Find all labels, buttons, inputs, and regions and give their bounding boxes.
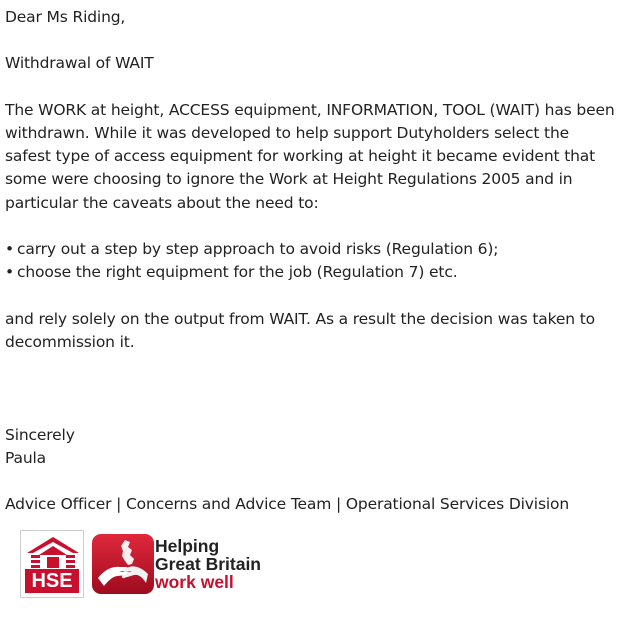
spacer (5, 354, 617, 424)
bullet-item-2 (5, 261, 617, 284)
hse-logo (20, 530, 84, 598)
hse-house-icon (27, 537, 79, 569)
signature-line: Advice Officer | Concerns and Advice Team | Operational Services Division (5, 495, 570, 514)
closing: Sincerely (5, 425, 75, 444)
paragraph-2: and rely solely on the output from WAIT. As a result the decision was taken to decommission it. (5, 309, 595, 351)
bullet-item-2-text: choose the right equipment for the job (Regulation 7) etc. (17, 263, 458, 282)
bullet-item-1-text: carry out a step by step approach to avoid risks (Regulation 6); (17, 239, 499, 258)
tagline (155, 537, 261, 591)
spacer (5, 284, 617, 307)
spacer (5, 76, 617, 99)
hse-wordmark: HSE (25, 569, 79, 593)
helping-hands-icon (92, 534, 154, 594)
spacer (5, 29, 617, 52)
bullet-item-1 (5, 238, 617, 261)
tagline-line-1: Helping (155, 536, 220, 556)
spacer (5, 215, 617, 238)
tagline-line-3: work well (155, 572, 234, 592)
sender-name: Paula (5, 448, 47, 467)
tagline-line-2: Great Britain (155, 554, 261, 574)
subject-line: Withdrawal of WAIT (5, 54, 154, 73)
paragraph-1: The WORK at height, ACCESS equipment, INFORMATION, TOOL (WAIT) has been withdrawn. While it was developed to help support Dutyholders select the safest type of access equipment for working at height it became evident that some were choosing to ignore the Work at Height Regulations 2005 and in particular the caveats about the need to: (5, 100, 615, 212)
salutation: Dear Ms Riding, (5, 8, 126, 26)
spacer (5, 470, 617, 493)
letter-body (5, 6, 617, 516)
hse-logo-block (20, 530, 270, 602)
